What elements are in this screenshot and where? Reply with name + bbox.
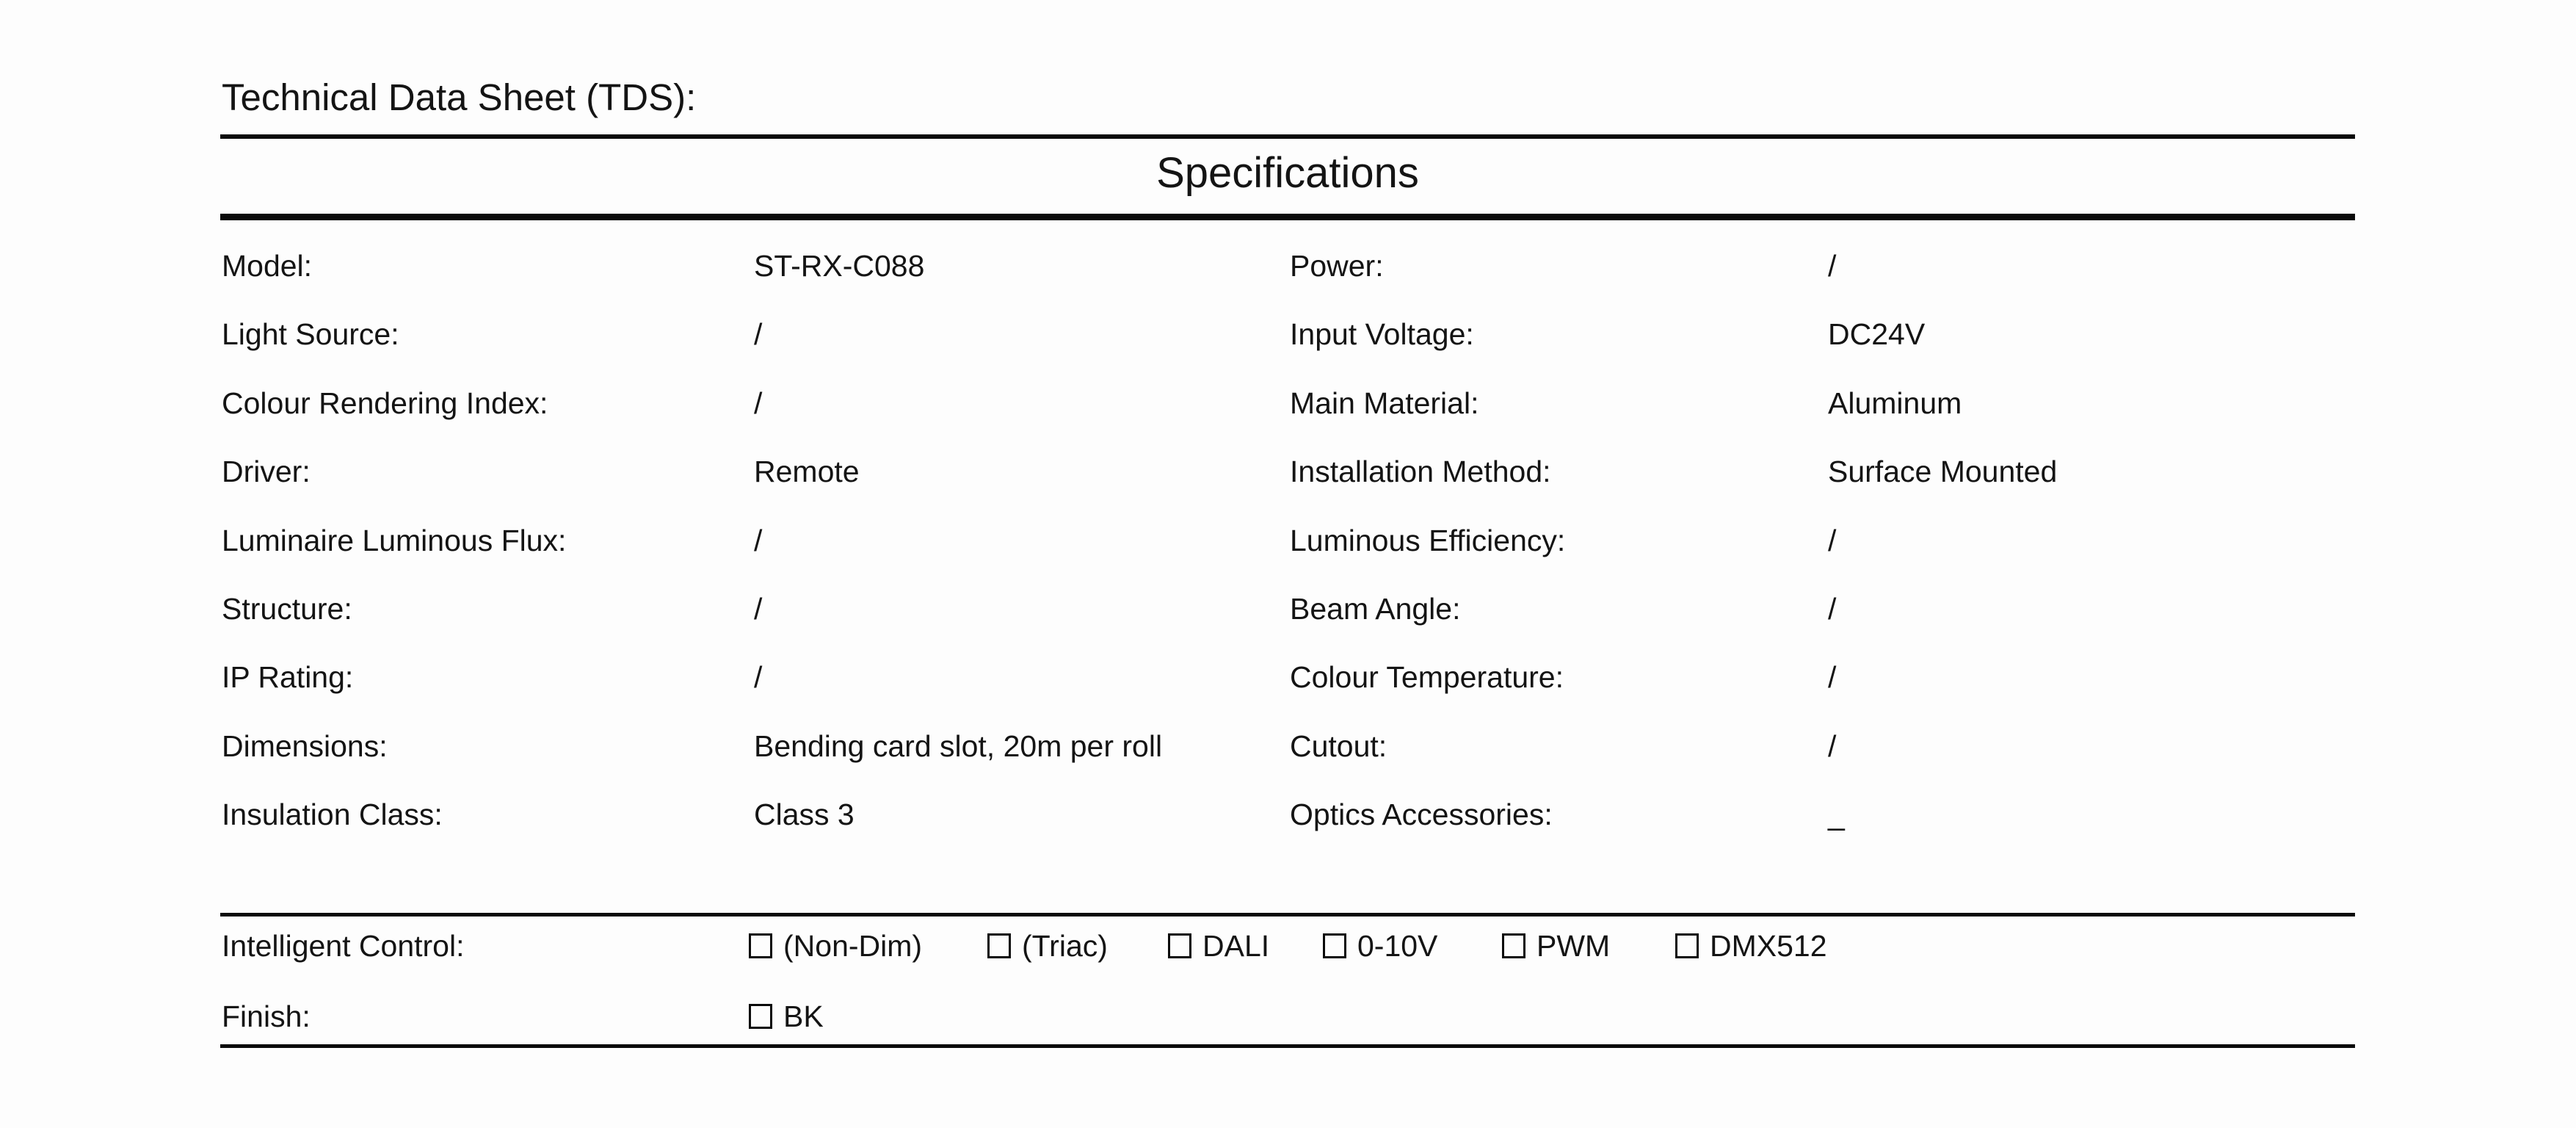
checkbox-icon[interactable] — [749, 1004, 772, 1029]
spec-label: Optics Accessories: — [1290, 798, 1553, 832]
spec-label: Power: — [1290, 249, 1384, 283]
checkbox-icon[interactable] — [1502, 933, 1525, 958]
spec-value: Surface Mounted — [1828, 455, 2058, 489]
spec-column-left — [220, 248, 1285, 866]
spec-value: ST-RX-C088 — [754, 249, 925, 283]
checkbox-icon[interactable] — [987, 933, 1011, 958]
intelligent-control-options — [222, 923, 2354, 969]
checkbox-option[interactable] — [1675, 923, 1827, 969]
checkbox-icon[interactable] — [1323, 933, 1346, 958]
spec-label: Luminaire Luminous Flux: — [222, 523, 567, 557]
checkbox-option[interactable] — [749, 923, 922, 969]
divider-above-controls — [220, 913, 2355, 916]
checkbox-option-label: PWM — [1536, 928, 1611, 963]
checkbox-option[interactable] — [1502, 923, 1610, 969]
finish-row — [222, 994, 2354, 1039]
intelligent-control-row — [222, 923, 2354, 969]
spec-value: / — [754, 591, 763, 626]
table-row — [1288, 523, 2353, 591]
spec-label: Cutout: — [1290, 728, 1387, 763]
spec-value: / — [754, 317, 763, 352]
spec-label: Structure: — [222, 591, 352, 626]
checkbox-option[interactable] — [1323, 923, 1437, 969]
checkbox-icon[interactable] — [1168, 933, 1191, 958]
spec-value: Remote — [754, 455, 860, 489]
spec-column-right — [1288, 248, 2353, 866]
checkbox-option[interactable] — [987, 923, 1108, 969]
specifications-heading: Specifications — [1156, 149, 1419, 197]
finish-label: Finish: — [222, 999, 311, 1033]
spec-label: Insulation Class: — [222, 798, 443, 832]
checkbox-option[interactable] — [749, 994, 824, 1039]
intelligent-control-label: Intelligent Control: — [222, 929, 465, 963]
spec-value: / — [754, 660, 763, 695]
spec-label: Beam Angle: — [1290, 591, 1461, 626]
spec-label: Input Voltage: — [1290, 317, 1474, 352]
spec-value: / — [1828, 523, 1837, 557]
spec-label: Luminous Efficiency: — [1290, 523, 1566, 557]
table-row — [220, 386, 1285, 454]
table-row — [1288, 797, 2353, 865]
spec-value: / — [754, 523, 763, 557]
page-title: Technical Data Sheet (TDS): — [222, 76, 697, 118]
spec-label: Light Source: — [222, 317, 399, 352]
finish-options — [222, 994, 2354, 1039]
spec-label: Colour Temperature: — [1290, 660, 1564, 695]
table-row — [1288, 591, 2353, 659]
spec-value: Class 3 — [754, 798, 855, 832]
table-row — [220, 454, 1285, 522]
spec-value: _ — [1828, 798, 1845, 832]
spec-label: Driver: — [222, 455, 311, 489]
spec-label: Installation Method: — [1290, 455, 1551, 489]
spec-value: DC24V — [1828, 317, 1926, 352]
tds-document — [220, 0, 2355, 1128]
checkbox-option-label: DALI — [1202, 928, 1270, 963]
table-row — [220, 797, 1285, 865]
checkbox-option-label: BK — [783, 999, 824, 1033]
spec-value: / — [1828, 728, 1837, 763]
divider-under-heading — [220, 214, 2355, 220]
table-row — [1288, 728, 2353, 797]
checkbox-icon[interactable] — [749, 933, 772, 958]
spec-value: / — [754, 386, 763, 420]
divider-under-title — [220, 134, 2355, 139]
spec-label: Model: — [222, 249, 313, 283]
table-row — [220, 728, 1285, 797]
checkbox-option-label: 0-10V — [1357, 928, 1438, 963]
checkbox-option-label: DMX512 — [1710, 928, 1827, 963]
table-row — [1288, 659, 2353, 728]
spec-label: Dimensions: — [222, 728, 388, 763]
spec-value: Aluminum — [1828, 386, 1962, 420]
table-row — [220, 248, 1285, 317]
spec-value: / — [1828, 249, 1837, 283]
table-row — [1288, 386, 2353, 454]
spec-label: Colour Rendering Index: — [222, 386, 548, 420]
checkbox-icon[interactable] — [1675, 933, 1699, 958]
spec-label: IP Rating: — [222, 660, 354, 695]
table-row — [1288, 454, 2353, 522]
checkbox-option-label: (Non-Dim) — [783, 928, 923, 963]
table-row — [1288, 248, 2353, 317]
table-row — [220, 317, 1285, 385]
spec-label: Main Material: — [1290, 386, 1479, 420]
table-row — [220, 523, 1285, 591]
spec-value: / — [1828, 591, 1837, 626]
table-row — [220, 591, 1285, 659]
spec-value: / — [1828, 660, 1837, 695]
divider-bottom — [220, 1044, 2355, 1048]
table-row — [1288, 317, 2353, 385]
checkbox-option-label: (Triac) — [1022, 928, 1108, 963]
table-row — [220, 659, 1285, 728]
spec-value: Bending card slot, 20m per roll — [754, 728, 1163, 763]
checkbox-option[interactable] — [1168, 923, 1269, 969]
